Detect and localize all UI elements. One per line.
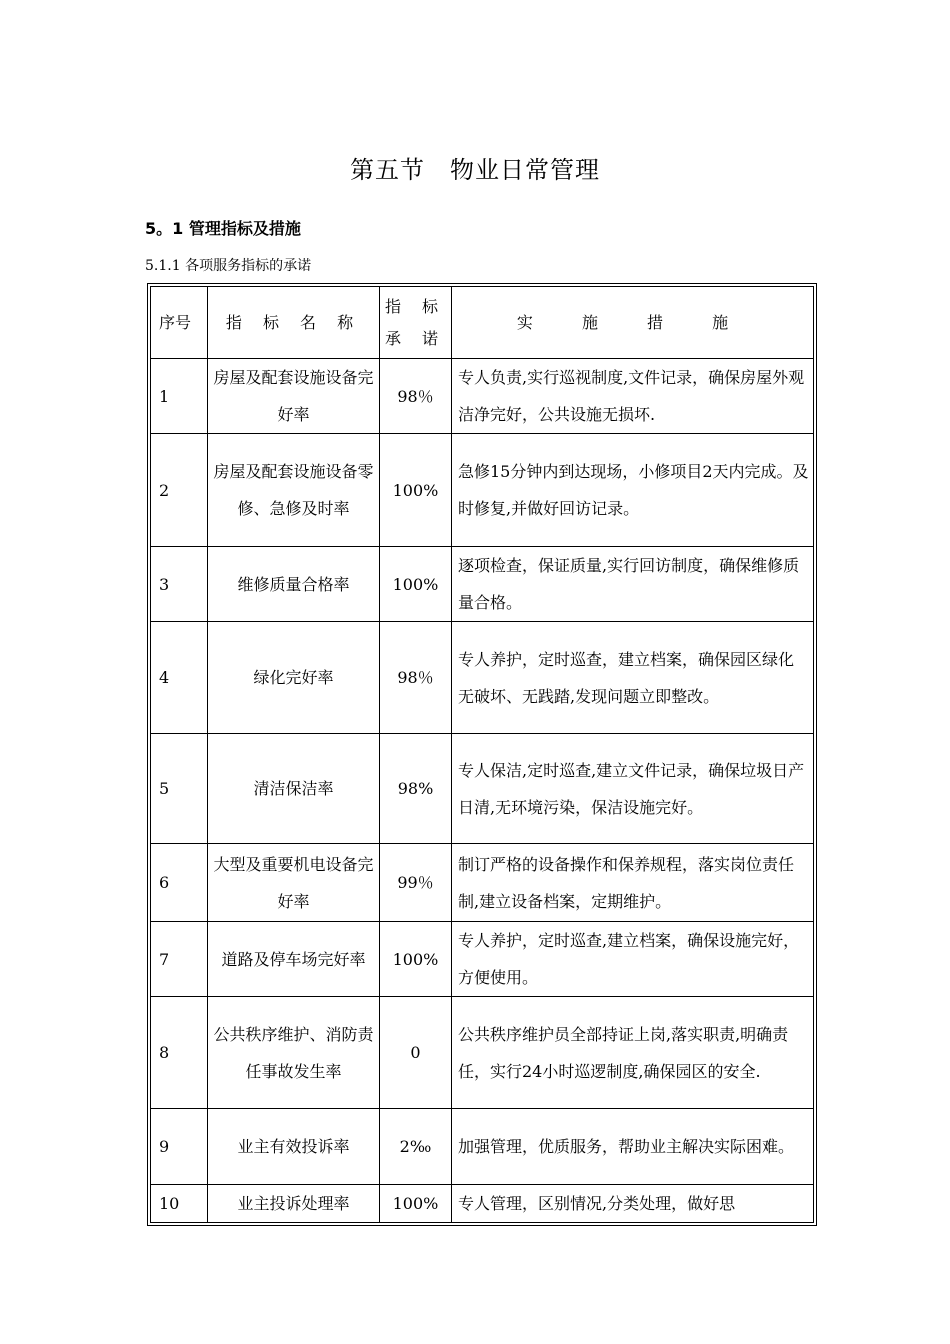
subsection-heading: 5.1.1 各项服务指标的承诺 <box>145 258 312 274</box>
implementation-measures: 公共秩序维护员全部持证上岗,落实职责,明确责任，实行24小时巡逻制度,确保园区的安全. <box>452 997 814 1109</box>
header-no: 序号 <box>151 287 208 359</box>
indicator-value: 100% <box>380 922 452 997</box>
indicator-name: 清洁保洁率 <box>208 734 380 844</box>
implementation-measures: 专人负责,实行巡视制度,文件记录，确保房屋外观洁净完好，公共设施无损坏. <box>452 359 814 434</box>
row-number: 5 <box>151 734 208 844</box>
indicator-value: 100% <box>380 547 452 622</box>
implementation-measures: 制订严格的设备操作和保养规程，落实岗位责任制,建立设备档案，定期维护。 <box>452 844 814 922</box>
indicator-name: 大型及重要机电设备完好率 <box>208 844 380 922</box>
row-number: 6 <box>151 844 208 922</box>
implementation-measures: 专人管理，区别情况,分类处理，做好思 <box>452 1185 814 1223</box>
indicator-value: 98％ <box>380 622 452 734</box>
indicator-value: 99％ <box>380 844 452 922</box>
indicator-value: 100% <box>380 434 452 547</box>
implementation-measures: 专人养护，定时巡查,建立档案，确保设施完好，方便使用。 <box>452 922 814 997</box>
table-row <box>151 1185 814 1223</box>
header-measures: 实 施 措 施 <box>452 287 814 359</box>
section-heading: 5。1 管理指标及措施 <box>145 219 301 238</box>
table-row <box>151 359 814 434</box>
table-row <box>151 844 814 922</box>
indicator-name: 房屋及配套设施设备完好率 <box>208 359 380 434</box>
indicator-name: 绿化完好率 <box>208 622 380 734</box>
indicator-name: 维修质量合格率 <box>208 547 380 622</box>
table-row <box>151 622 814 734</box>
indicator-name: 业主有效投诉率 <box>208 1109 380 1185</box>
implementation-measures: 专人保洁,定时巡查,建立文件记录，确保垃圾日产日清,无环境污染，保洁设施完好。 <box>452 734 814 844</box>
implementation-measures: 专人养护，定时巡查，建立档案，确保园区绿化无破坏、无践踏,发现问题立即整改。 <box>452 622 814 734</box>
table-row <box>151 734 814 844</box>
header-value: 指 标 承 诺 <box>380 287 452 359</box>
indicator-value: 2‰ <box>380 1109 452 1185</box>
row-number: 4 <box>151 622 208 734</box>
table-row <box>151 997 814 1109</box>
indicator-value: 98％ <box>380 359 452 434</box>
table-row <box>151 1109 814 1185</box>
implementation-measures: 加强管理，优质服务，帮助业主解决实际困难。 <box>452 1109 814 1185</box>
indicator-value: 0 <box>380 997 452 1109</box>
indicator-name: 道路及停车场完好率 <box>208 922 380 997</box>
indicator-name: 业主投诉处理率 <box>208 1185 380 1223</box>
table-header-row <box>151 287 814 359</box>
page-title: 第五节 物业日常管理 <box>350 156 600 184</box>
row-number: 1 <box>151 359 208 434</box>
row-number: 3 <box>151 547 208 622</box>
implementation-measures: 急修15分钟内到达现场，小修项目2天内完成。及时修复,并做好回访记录。 <box>452 434 814 547</box>
row-number: 7 <box>151 922 208 997</box>
table-row <box>151 922 814 997</box>
row-number: 10 <box>151 1185 208 1223</box>
row-number: 8 <box>151 997 208 1109</box>
row-number: 9 <box>151 1109 208 1185</box>
row-number: 2 <box>151 434 208 547</box>
table-row <box>151 434 814 547</box>
indicator-value: 100% <box>380 1185 452 1223</box>
service-indicator-table <box>147 283 817 1226</box>
indicator-name: 房屋及配套设施设备零修、急修及时率 <box>208 434 380 547</box>
indicator-value: 98% <box>380 734 452 844</box>
indicator-name: 公共秩序维护、消防责任事故发生率 <box>208 997 380 1109</box>
header-name: 指 标 名 称 <box>208 287 380 359</box>
implementation-measures: 逐项检查，保证质量,实行回访制度，确保维修质量合格。 <box>452 547 814 622</box>
table-row <box>151 547 814 622</box>
